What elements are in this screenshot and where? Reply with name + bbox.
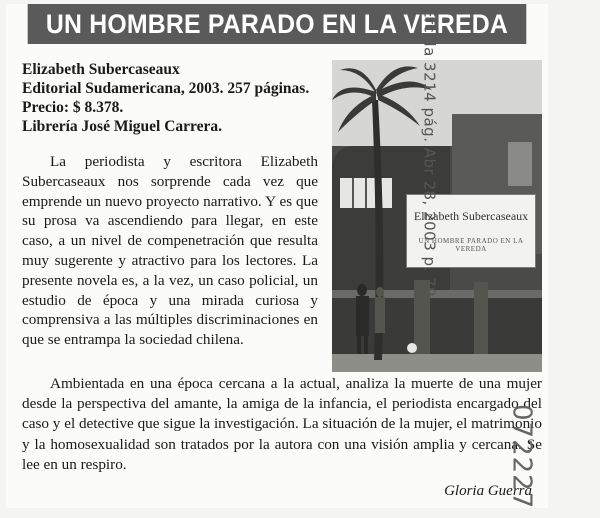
- headline: UN HOMBRE PARADO EN LA VEREDA: [28, 4, 527, 44]
- book-details: [22, 60, 322, 136]
- book-price: Precio: $ 8.378.: [22, 99, 124, 116]
- cover-title: UN HOMBRE PARADO EN LA VEREDA: [418, 237, 524, 253]
- bookstore: Librería José Miguel Carrera.: [22, 118, 223, 135]
- handwritten-reference: Ercilla 3214 pág. Abr 28, 2003 p. 79: [420, 8, 439, 298]
- newspaper-clipping: [6, 4, 548, 508]
- handwritten-archive-number: 072227: [506, 404, 537, 510]
- review-paragraph-2: Ambientada en una época cercana a la actual, analiza la muerte de una mujer desde la perspectiva del amante, la amiga de la infancia, el periodista encargado del caso y el detective que sigue la investigación. La situación de la mujer, el matrimonio y la homosexualidad son tratados por la autora con una visión amplia y cercana. Se lee en un respiro.: [22, 375, 542, 473]
- book-publisher: Editorial Sudamericana, 2003. 257 páginas.: [22, 80, 310, 97]
- book-author: Elizabeth Subercaseaux: [22, 61, 180, 78]
- review-byline: Gloria Guerra: [444, 483, 532, 499]
- review-paragraph-1: La periodista y escritora Elizabeth Subercaseaux nos sorprende cada vez que emprende un nuevo proyecto narrativo. Y es que su prosa va ascendiendo para llegar, en este caso, a un nivel de compenetración que resulta muy sugerente y atractivo para los lectores. La presente novela es, a la vez, un caso policial, un estudio de época y una mirada curiosa y comprensiva a las múltiples discriminaciones en que se entrampa la sociedad chilena.: [22, 153, 318, 349]
- cover-author: Elizabeth Subercaseaux: [413, 209, 529, 223]
